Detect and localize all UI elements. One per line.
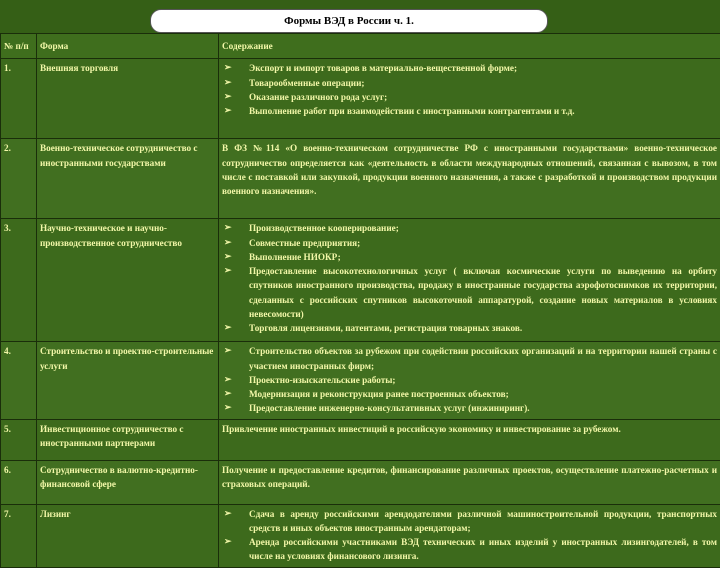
arrow-bullet-icon: ➢ (224, 401, 232, 415)
arrow-bullet-icon: ➢ (224, 387, 232, 401)
arrow-bullet-icon: ➢ (224, 507, 232, 521)
arrow-bullet-icon: ➢ (224, 373, 232, 387)
row-form: Военно-техническое сотрудничество с иностранными государствами (37, 139, 219, 219)
arrow-bullet-icon: ➢ (224, 321, 232, 335)
arrow-bullet-icon: ➢ (224, 535, 232, 549)
row-content (219, 342, 720, 419)
list-item: ➢ Проектно-изыскательские работы; (222, 373, 717, 387)
row-content: В ФЗ №114 «О военно-техническом сотрудничестве РФ с иностранными государствами» военно-техническое сотрудничество определяется как «деятельность в области международных отношений, связанная с вывозом, в том числе с поставкой или закупкой, продукции военного назначения, а также с разработкой и производством продукции военного назначения». (219, 139, 720, 219)
arrow-bullet-icon: ➢ (224, 264, 232, 278)
forms-table (0, 33, 720, 568)
arrow-bullet-icon: ➢ (224, 344, 232, 358)
title-bar (0, 0, 720, 33)
table-row (1, 419, 720, 460)
row-num: 6. (1, 460, 37, 504)
row-content (219, 504, 720, 567)
list-item: ➢ Модернизация и реконструкция ранее построенных объектов; (222, 387, 717, 401)
arrow-bullet-icon: ➢ (224, 61, 232, 75)
list-item: ➢ Строительство объектов за рубежом при содействии российских организаций и на территории нашей страны с участием иностранных фирм; (222, 344, 717, 373)
row-num: 7. (1, 504, 37, 567)
list-item: ➢ Производственное кооперирование; (222, 221, 717, 235)
row-form: Инвестиционное сотрудничество с иностранными партнерами (37, 419, 219, 460)
table-row (1, 504, 720, 567)
row-form: Лизинг (37, 504, 219, 567)
list-item: ➢ Выполнение НИОКР; (222, 250, 717, 264)
header-content: Содержание (219, 34, 720, 59)
list-item: ➢ Предоставление высокотехнологичных услуг ( включая космические услуги по выведению на орбиту спутников иностранного производства, продажу в иностранные государства аэрофотоснимков их территории, сделанных с российских спутников высокоточной аппаратурой, создание новых материалов в условиях невесомости) (222, 264, 717, 321)
row-content: Получение и предоставление кредитов, финансирование различных проектов, осуществление платежно-расчетных и страховых операций. (219, 460, 720, 504)
list-item: ➢ Аренда российскими участниками ВЭД технических и иных изделий у иностранных лизингодателей, в том числе на условиях финансового лизинга. (222, 535, 717, 564)
list-item: ➢ Предоставление инженерно-консультативных услуг (инжиниринг). (222, 401, 717, 415)
page-title: Формы ВЭД в России ч. 1. (150, 9, 548, 33)
table-row (1, 460, 720, 504)
list-item: ➢ Экспорт и импорт товаров в материально-вещественной форме; (222, 61, 717, 75)
table-header (1, 34, 720, 59)
row-num: 4. (1, 342, 37, 419)
list-item: ➢ Товарообменные операции; (222, 76, 717, 90)
table-row (1, 59, 720, 139)
list-item: ➢ Оказание различного рода услуг; (222, 90, 717, 104)
list-item: ➢ Совместные предприятия; (222, 236, 717, 250)
table-row (1, 139, 720, 219)
row-num: 2. (1, 139, 37, 219)
list-item: ➢ Выполнение работ при взаимодействии с иностранными контрагентами и т.д. (222, 104, 717, 118)
header-num: № п/п (1, 34, 37, 59)
row-content (219, 219, 720, 342)
row-form: Сотрудничество в валютно-кредитно-финансовой сфере (37, 460, 219, 504)
table-row (1, 219, 720, 342)
table-row (1, 342, 720, 419)
list-item: ➢ Торговля лицензиями, патентами, регистрация товарных знаков. (222, 321, 717, 335)
arrow-bullet-icon: ➢ (224, 250, 232, 264)
row-num: 3. (1, 219, 37, 342)
row-num: 5. (1, 419, 37, 460)
arrow-bullet-icon: ➢ (224, 76, 232, 90)
arrow-bullet-icon: ➢ (224, 104, 232, 118)
arrow-bullet-icon: ➢ (224, 236, 232, 250)
header-form: Форма (37, 34, 219, 59)
row-form: Научно-техническое и научно-производственное сотрудничество (37, 219, 219, 342)
list-item: ➢ Сдача в аренду российскими арендодателями различной машиностроительной продукции, транспортных средств и иных объектов иностранным арендаторам; (222, 507, 717, 536)
arrow-bullet-icon: ➢ (224, 221, 232, 235)
row-form: Внешняя торговля (37, 59, 219, 139)
arrow-bullet-icon: ➢ (224, 90, 232, 104)
row-content: Привлечение иностранных инвестиций в российскую экономику и инвестирование за рубежом. (219, 419, 720, 460)
row-form: Строительство и проектно-строительные услуги (37, 342, 219, 419)
row-num: 1. (1, 59, 37, 139)
row-content (219, 59, 720, 139)
